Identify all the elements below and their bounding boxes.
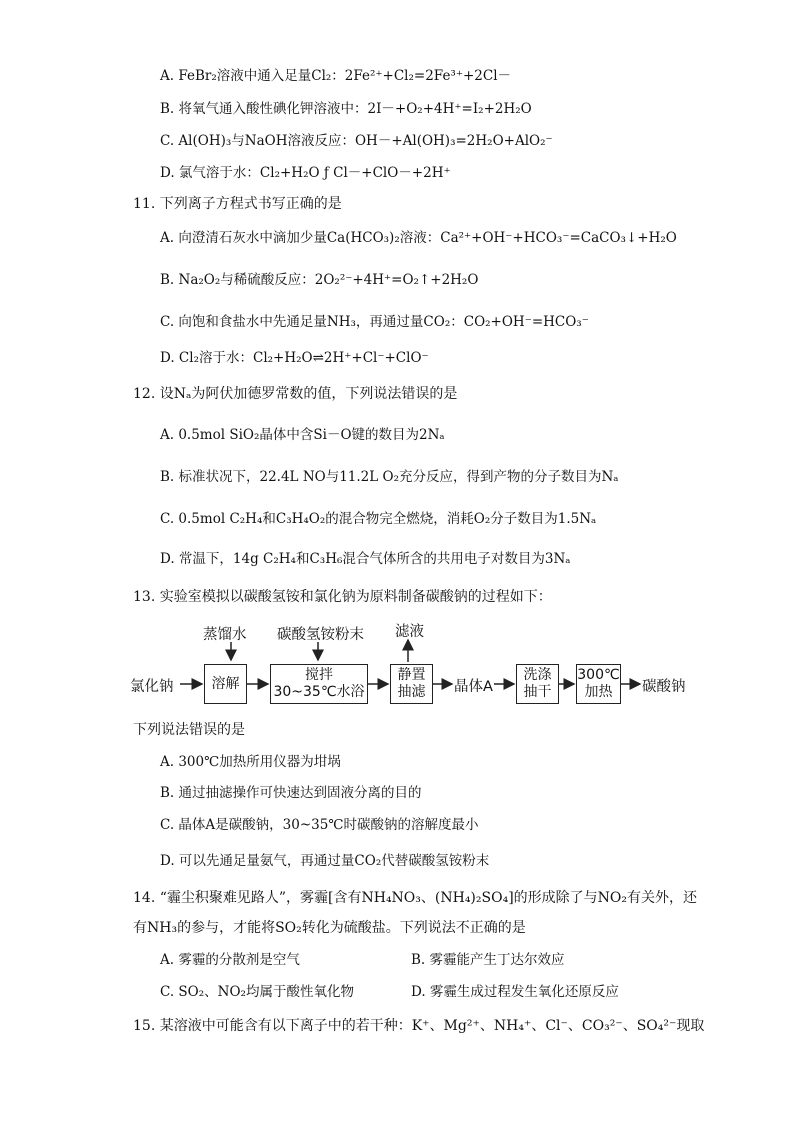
flow-wash-label: 洗涤 xyxy=(523,667,552,683)
flow-crystal-a: 晶体A xyxy=(454,679,493,695)
text-line-q13a: A. 300℃加热所用仪器为坩埚 xyxy=(160,754,341,770)
flow-settle-label: 静置 xyxy=(397,667,426,683)
text-line-q13d: D. 可以先通足量氨气，再通过量CO₂代替碳酸氢铵粉末 xyxy=(160,853,490,869)
flow-input-powder: 碳酸氢铵粉末 xyxy=(277,627,364,643)
text-line-q14: 14. “霾尘积聚难见路人”，雾霾[含有NH₄NO₃、(NH₄)₂SO₄]的形成除了与NO₂有关外，还 xyxy=(133,890,697,906)
flow-output-filtrate: 滤液 xyxy=(395,624,424,640)
text-line-q13b: B. 通过抽滤操作可快速达到固液分离的目的 xyxy=(160,785,422,801)
flow-bath-label: 30~35℃水浴 xyxy=(273,684,365,700)
text-line-q12a: A. 0.5mol SiO₂晶体中含Si－O键的数目为2Nₐ xyxy=(160,427,445,443)
text-line-q11d: D. Cl₂溶于水：Cl₂+H₂O⇌2H⁺+Cl⁻+ClO⁻ xyxy=(160,350,429,366)
text-line-q15: 15. 某溶液中可能含有以下离子中的若干种：K⁺、Mg²⁺、NH₄⁺、Cl⁻、CO₃²⁻、SO₄²⁻现取 xyxy=(133,1018,705,1034)
flow-heat-label: 加热 xyxy=(584,684,613,700)
flow-box-settle-filter xyxy=(390,664,433,704)
flow-box-dissolve xyxy=(204,664,247,704)
flow-filter-label: 抽滤 xyxy=(397,684,426,700)
text-line-q13: 13. 实验室模拟以碳酸氢铵和氯化钠为原料制备碳酸钠的过程如下： xyxy=(133,589,552,605)
text-line-q11: 11. 下列离子方程式书写正确的是 xyxy=(133,196,342,212)
text-line-q11a: A. 向澄清石灰水中滴加少量Ca(HCO₃)₂溶液：Ca²⁺+OH⁻+HCO₃⁻=CaCO₃↓+H₂O xyxy=(160,230,677,246)
flow-product-na2co3: 碳酸钠 xyxy=(642,679,686,695)
text-line-q12c: C. 0.5mol C₂H₄和C₃H₄O₂的混合物完全燃烧，消耗O₂分子数目为1.5Nₐ xyxy=(160,511,597,527)
text-line-q12b: B. 标准状况下，22.4L NO与11.2L O₂充分反应，得到产物的分子数目为Nₐ xyxy=(160,469,619,485)
flow-dry-label: 抽干 xyxy=(523,684,552,700)
text-line-q10c: C. Al(OH)₃与NaOH溶液反应：OH－+Al(OH)₃=2H₂O+AlO₂⁻ xyxy=(160,133,553,149)
text-line-q13c: C. 晶体A是碳酸钠，30~35℃时碳酸钠的溶解度最小 xyxy=(160,817,479,833)
flow-box-stir xyxy=(270,664,368,704)
text-line-q10b: B. 将氧气通入酸性碘化钾溶液中：2I－+O₂+4H⁺=I₂+2H₂O xyxy=(160,101,532,117)
text-line-q13s: 下列说法错误的是 xyxy=(133,722,245,738)
text-line-q12: 12. 设Nₐ为阿伏加德罗常数的值，下列说法错误的是 xyxy=(133,386,458,402)
text-line-q10d: D. 氯气溶于水：Cl₂+H₂O ƒ Cl－+ClO－+2H⁺ xyxy=(160,165,451,181)
text-line-q10a: A. FeBr₂溶液中通入足量Cl₂：2Fe²⁺+Cl₂=2Fe³⁺+2Cl－ xyxy=(160,68,512,84)
text-line-q11c: C. 向饱和食盐水中先通足量NH₃，再通过量CO₂：CO₂+OH⁻=HCO₃⁻ xyxy=(160,314,589,330)
flow-input-water: 蒸馏水 xyxy=(203,627,247,643)
flow-dissolve-label: 溶解 xyxy=(211,676,240,692)
text-line-q14c: C. SO₂、NO₂均属于酸性氧化物 xyxy=(160,984,354,1000)
text-line-q14b: 有NH₃的参与，才能将SO₂转化为硫酸盐。下列说法不正确的是 xyxy=(133,920,526,936)
flow-temp-label: 300℃ xyxy=(577,667,620,683)
flow-stir-label: 搅拌 xyxy=(305,667,333,683)
flow-box-wash-dry xyxy=(516,664,559,704)
text-line-q11b: B. Na₂O₂与稀硫酸反应：2O₂²⁻+4H⁺=O₂↑+2H₂O xyxy=(160,272,479,288)
text-line-q12d: D. 常温下，14g C₂H₄和C₃H₆混合气体所含的共用电子对数目为3Nₐ xyxy=(160,551,571,567)
process-flowchart xyxy=(0,620,794,710)
text-line-q14d: D. 雾霾生成过程发生氧化还原反应 xyxy=(411,984,619,1000)
text-line-q14bb: B. 雾霾能产生丁达尔效应 xyxy=(411,952,565,968)
text-line-q14a: A. 雾霾的分散剂是空气 xyxy=(160,952,300,968)
flow-start-nacl: 氯化钠 xyxy=(130,679,174,695)
flow-box-heat xyxy=(576,664,621,704)
